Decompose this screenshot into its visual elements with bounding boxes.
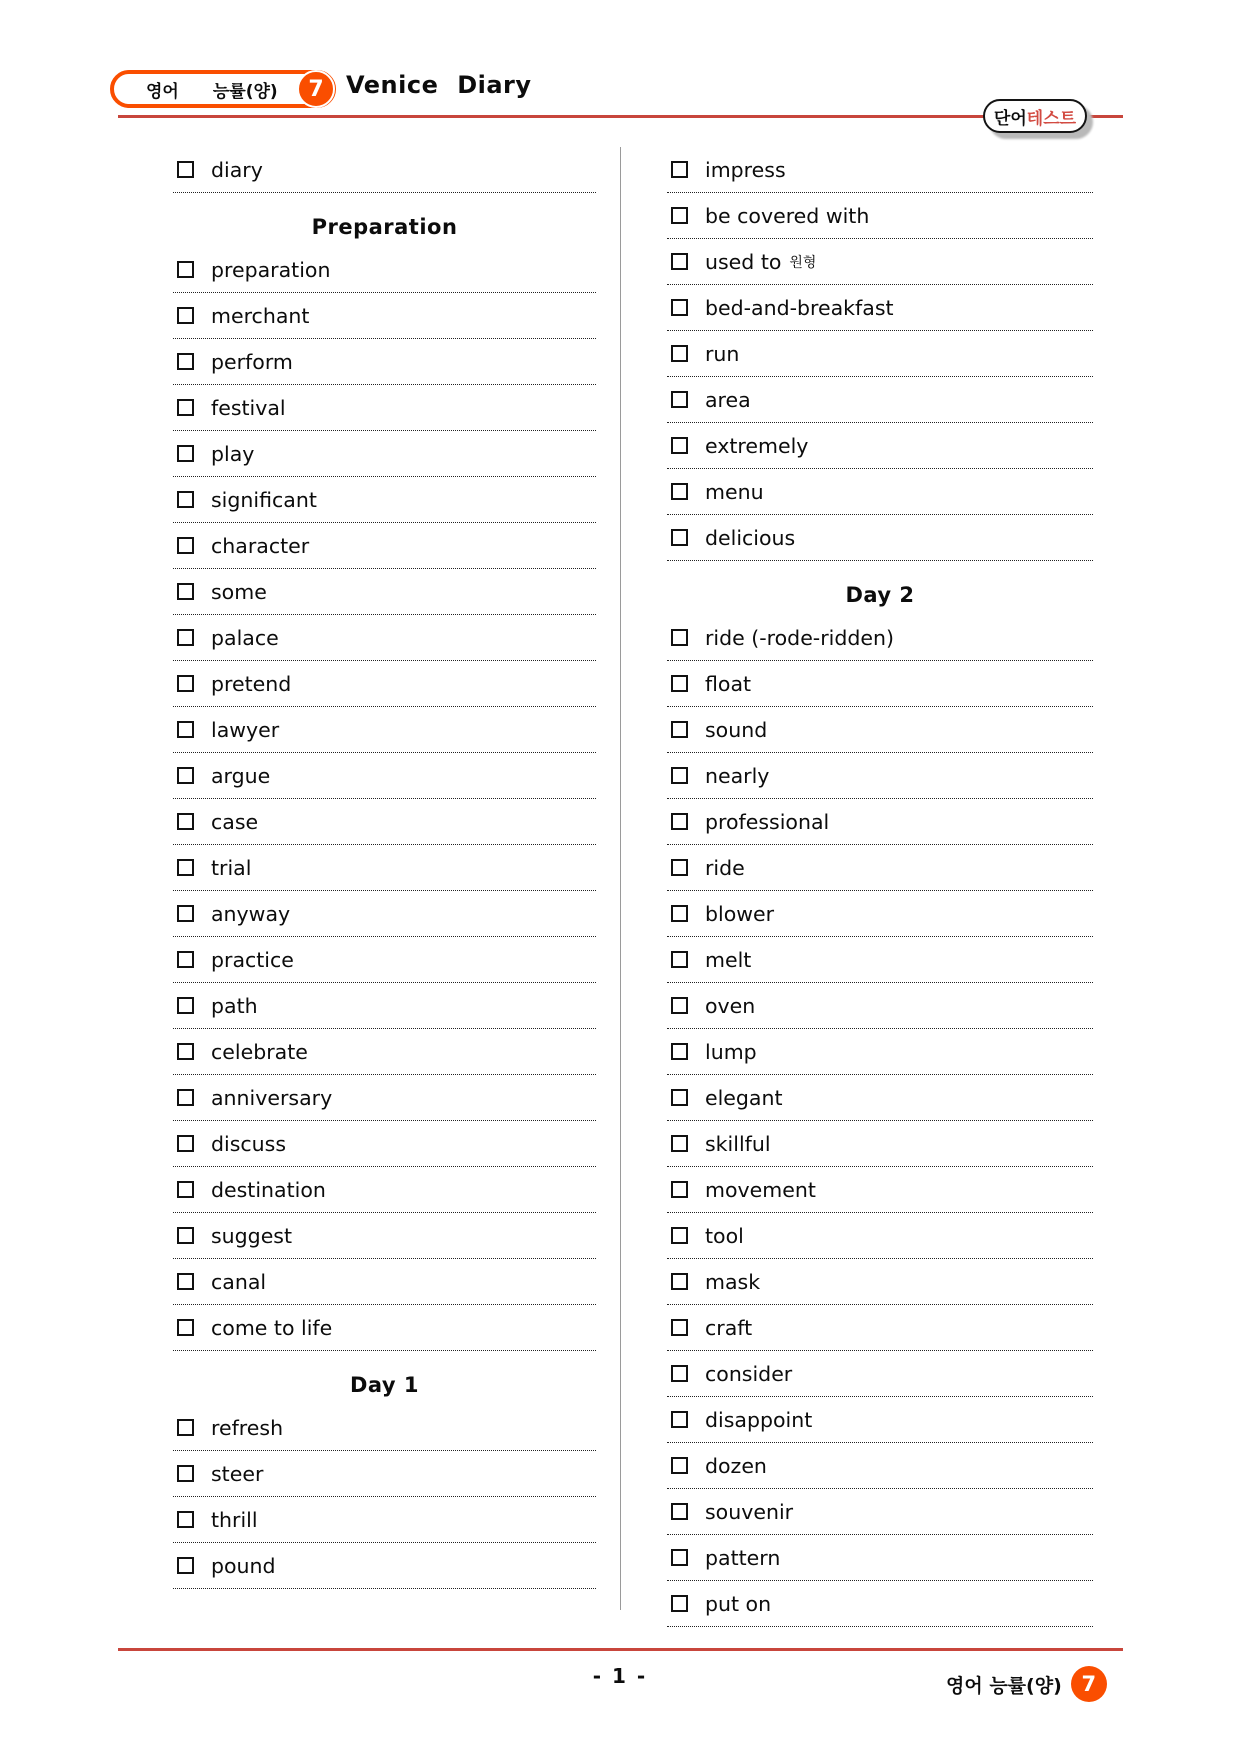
word-item [173, 615, 596, 661]
word-label: sound [705, 717, 768, 742]
subject-label: 영어 [146, 81, 179, 102]
checkbox-icon [177, 399, 194, 416]
checkbox-icon [177, 537, 194, 554]
word-label: festival [211, 395, 286, 420]
word-item [173, 1213, 596, 1259]
checkbox-icon [177, 353, 194, 370]
checkbox-icon [671, 391, 688, 408]
vocab-badge-test: 테스트 [1026, 108, 1077, 129]
word-label: perform [211, 349, 293, 374]
page-number: - 1 - [592, 1664, 648, 1688]
word-item [173, 753, 596, 799]
word-label: elegant [705, 1085, 783, 1110]
header-rule [118, 115, 1123, 118]
word-label: celebrate [211, 1039, 308, 1064]
word-item [667, 239, 1093, 285]
vocab-test-badge [983, 99, 1087, 133]
word-label: anyway [211, 901, 291, 926]
word-label: blower [705, 901, 775, 926]
word-label: argue [211, 763, 271, 788]
word-label: area [705, 387, 751, 412]
checkbox-icon [177, 675, 194, 692]
footer-unit-number-badge: 7 [1071, 1666, 1107, 1702]
word-label: pound [211, 1553, 276, 1578]
checkbox-icon [177, 1227, 194, 1244]
word-item [173, 1075, 596, 1121]
word-label: some [211, 579, 267, 604]
word-item [667, 615, 1093, 661]
checkbox-icon [671, 767, 688, 784]
word-item [173, 247, 596, 293]
checkbox-icon [177, 1043, 194, 1060]
checkbox-icon [177, 767, 194, 784]
word-item [667, 661, 1093, 707]
checkbox-icon [671, 207, 688, 224]
word-label: suggest [211, 1223, 293, 1248]
word-item [173, 983, 596, 1029]
word-label: impress [705, 157, 786, 182]
word-item [667, 1397, 1093, 1443]
word-item [173, 661, 596, 707]
word-item [173, 1543, 596, 1589]
subject-pill [110, 70, 336, 108]
word-item [173, 799, 596, 845]
word-item [173, 339, 596, 385]
checkbox-icon [177, 445, 194, 462]
word-label: mask [705, 1269, 761, 1294]
word-label: steer [211, 1461, 264, 1486]
checkbox-icon [671, 483, 688, 500]
word-label: nearly [705, 763, 770, 788]
word-item [173, 147, 596, 193]
word-item [667, 1259, 1093, 1305]
word-label: dozen [705, 1453, 767, 1478]
word-label: lump [705, 1039, 757, 1064]
word-item [173, 293, 596, 339]
word-item [173, 1029, 596, 1075]
word-item [667, 1443, 1093, 1489]
checkbox-icon [671, 1319, 688, 1336]
word-item [667, 891, 1093, 937]
word-label: skillful [705, 1131, 771, 1156]
checkbox-icon [671, 1549, 688, 1566]
word-label: significant [211, 487, 317, 512]
checkbox-icon [177, 1319, 194, 1336]
word-label: come to life [211, 1315, 333, 1340]
word-item [173, 845, 596, 891]
word-label: preparation [211, 257, 331, 282]
word-label: bed-and-breakfast [705, 295, 894, 320]
checkbox-icon [671, 1365, 688, 1382]
level-label: 능률(양) [212, 81, 278, 102]
checkbox-icon [671, 1089, 688, 1106]
checkbox-icon [671, 1227, 688, 1244]
checkbox-icon [177, 307, 194, 324]
word-label: disappoint [705, 1407, 813, 1432]
checkbox-icon [671, 1457, 688, 1474]
word-column-left [173, 147, 596, 1589]
checkbox-icon [177, 813, 194, 830]
word-label: refresh [211, 1415, 284, 1440]
word-label: practice [211, 947, 294, 972]
unit-number-badge: 7 [297, 70, 335, 108]
word-label: run [705, 341, 740, 366]
checkbox-icon [177, 1181, 194, 1198]
checkbox-icon [671, 1411, 688, 1428]
word-item [173, 523, 596, 569]
checkbox-icon [671, 905, 688, 922]
word-item [173, 1259, 596, 1305]
word-label: consider [705, 1361, 793, 1386]
word-label: thrill [211, 1507, 258, 1532]
checkbox-icon [671, 1503, 688, 1520]
word-label: path [211, 993, 258, 1018]
checkbox-icon [177, 1135, 194, 1152]
vocab-badge-word: 단어 [993, 108, 1027, 129]
word-label: delicious [705, 525, 796, 550]
checkbox-icon [671, 1043, 688, 1060]
checkbox-icon [177, 721, 194, 738]
word-item [667, 937, 1093, 983]
checkbox-icon [671, 1595, 688, 1612]
page-title: Venice Diary [346, 71, 532, 99]
checkbox-icon [177, 1557, 194, 1574]
word-label: professional [705, 809, 830, 834]
word-item [667, 1581, 1093, 1627]
word-item [667, 1121, 1093, 1167]
checkbox-icon [177, 1419, 194, 1436]
word-label: discuss [211, 1131, 287, 1156]
word-item [667, 1489, 1093, 1535]
checkbox-icon [671, 951, 688, 968]
word-label: character [211, 533, 310, 558]
word-label: oven [705, 993, 756, 1018]
word-label: melt [705, 947, 752, 972]
checkbox-icon [671, 345, 688, 362]
word-label: used to [705, 249, 782, 274]
checkbox-icon [177, 491, 194, 508]
word-label: be covered with [705, 203, 870, 228]
word-item [173, 1497, 596, 1543]
checkbox-icon [671, 859, 688, 876]
word-label: float [705, 671, 752, 696]
word-label: diary [211, 157, 263, 182]
word-label: case [211, 809, 259, 834]
word-item [667, 845, 1093, 891]
word-item [173, 1121, 596, 1167]
word-item [667, 285, 1093, 331]
word-item [667, 515, 1093, 561]
footer-rule [118, 1648, 1123, 1651]
word-item [173, 891, 596, 937]
checkbox-icon [671, 437, 688, 454]
section-heading: Day 1 [349, 1373, 420, 1397]
word-item [173, 569, 596, 615]
word-item [667, 331, 1093, 377]
word-label: lawyer [211, 717, 280, 742]
word-label: menu [705, 479, 764, 504]
checkbox-icon [177, 1511, 194, 1528]
checkbox-icon [671, 813, 688, 830]
section-heading: Day 2 [845, 583, 915, 607]
word-item [667, 1167, 1093, 1213]
checkbox-icon [671, 529, 688, 546]
word-item [667, 1075, 1093, 1121]
word-item [173, 477, 596, 523]
word-suffix-korean: 원형 [789, 254, 817, 271]
word-column-right [667, 147, 1093, 1627]
word-label: movement [705, 1177, 816, 1202]
checkbox-icon [177, 1465, 194, 1482]
word-item [173, 1405, 596, 1451]
footer-book-label: 영어 능률(양) [946, 1674, 1062, 1697]
word-item [667, 1535, 1093, 1581]
checkbox-icon [671, 997, 688, 1014]
checkbox-icon [177, 951, 194, 968]
checkbox-icon [177, 583, 194, 600]
word-label: put on [705, 1591, 772, 1616]
column-divider [620, 147, 621, 1610]
word-label: anniversary [211, 1085, 333, 1110]
checkbox-icon [671, 1273, 688, 1290]
checkbox-icon [177, 261, 194, 278]
checkbox-icon [177, 1273, 194, 1290]
checkbox-icon [671, 1135, 688, 1152]
checkbox-icon [177, 905, 194, 922]
word-label: play [211, 441, 255, 466]
word-label: canal [211, 1269, 267, 1294]
word-label: extremely [705, 433, 809, 458]
checkbox-icon [177, 859, 194, 876]
word-item [667, 469, 1093, 515]
word-item [667, 193, 1093, 239]
section-heading: Preparation [311, 215, 458, 239]
word-item [173, 1451, 596, 1497]
word-label: ride (-rode-ridden) [705, 625, 894, 650]
word-item [667, 1029, 1093, 1075]
word-label: pattern [705, 1545, 781, 1570]
word-label: pretend [211, 671, 292, 696]
word-item [667, 753, 1093, 799]
word-item [173, 937, 596, 983]
checkbox-icon [671, 1181, 688, 1198]
word-label: tool [705, 1223, 744, 1248]
checkbox-icon [671, 675, 688, 692]
word-item [667, 1351, 1093, 1397]
checkbox-icon [671, 253, 688, 270]
word-label: souvenir [705, 1499, 794, 1524]
checkbox-icon [671, 161, 688, 178]
checkbox-icon [671, 721, 688, 738]
checkbox-icon [671, 629, 688, 646]
word-label: destination [211, 1177, 326, 1202]
word-label: craft [705, 1315, 753, 1340]
word-item [173, 385, 596, 431]
word-item [667, 983, 1093, 1029]
checkbox-icon [177, 161, 194, 178]
word-label: ride [705, 855, 745, 880]
word-item [173, 431, 596, 477]
word-item [173, 1167, 596, 1213]
word-item [667, 1213, 1093, 1259]
word-label: trial [211, 855, 252, 880]
word-item [667, 423, 1093, 469]
word-label: merchant [211, 303, 310, 328]
word-item [667, 147, 1093, 193]
word-item [667, 1305, 1093, 1351]
word-item [667, 377, 1093, 423]
word-item [667, 799, 1093, 845]
word-item [173, 707, 596, 753]
word-item [173, 1305, 596, 1351]
word-label: palace [211, 625, 279, 650]
checkbox-icon [177, 629, 194, 646]
checkbox-icon [671, 299, 688, 316]
footer-brand [946, 1666, 1107, 1702]
checkbox-icon [177, 997, 194, 1014]
word-item [667, 707, 1093, 753]
checkbox-icon [177, 1089, 194, 1106]
